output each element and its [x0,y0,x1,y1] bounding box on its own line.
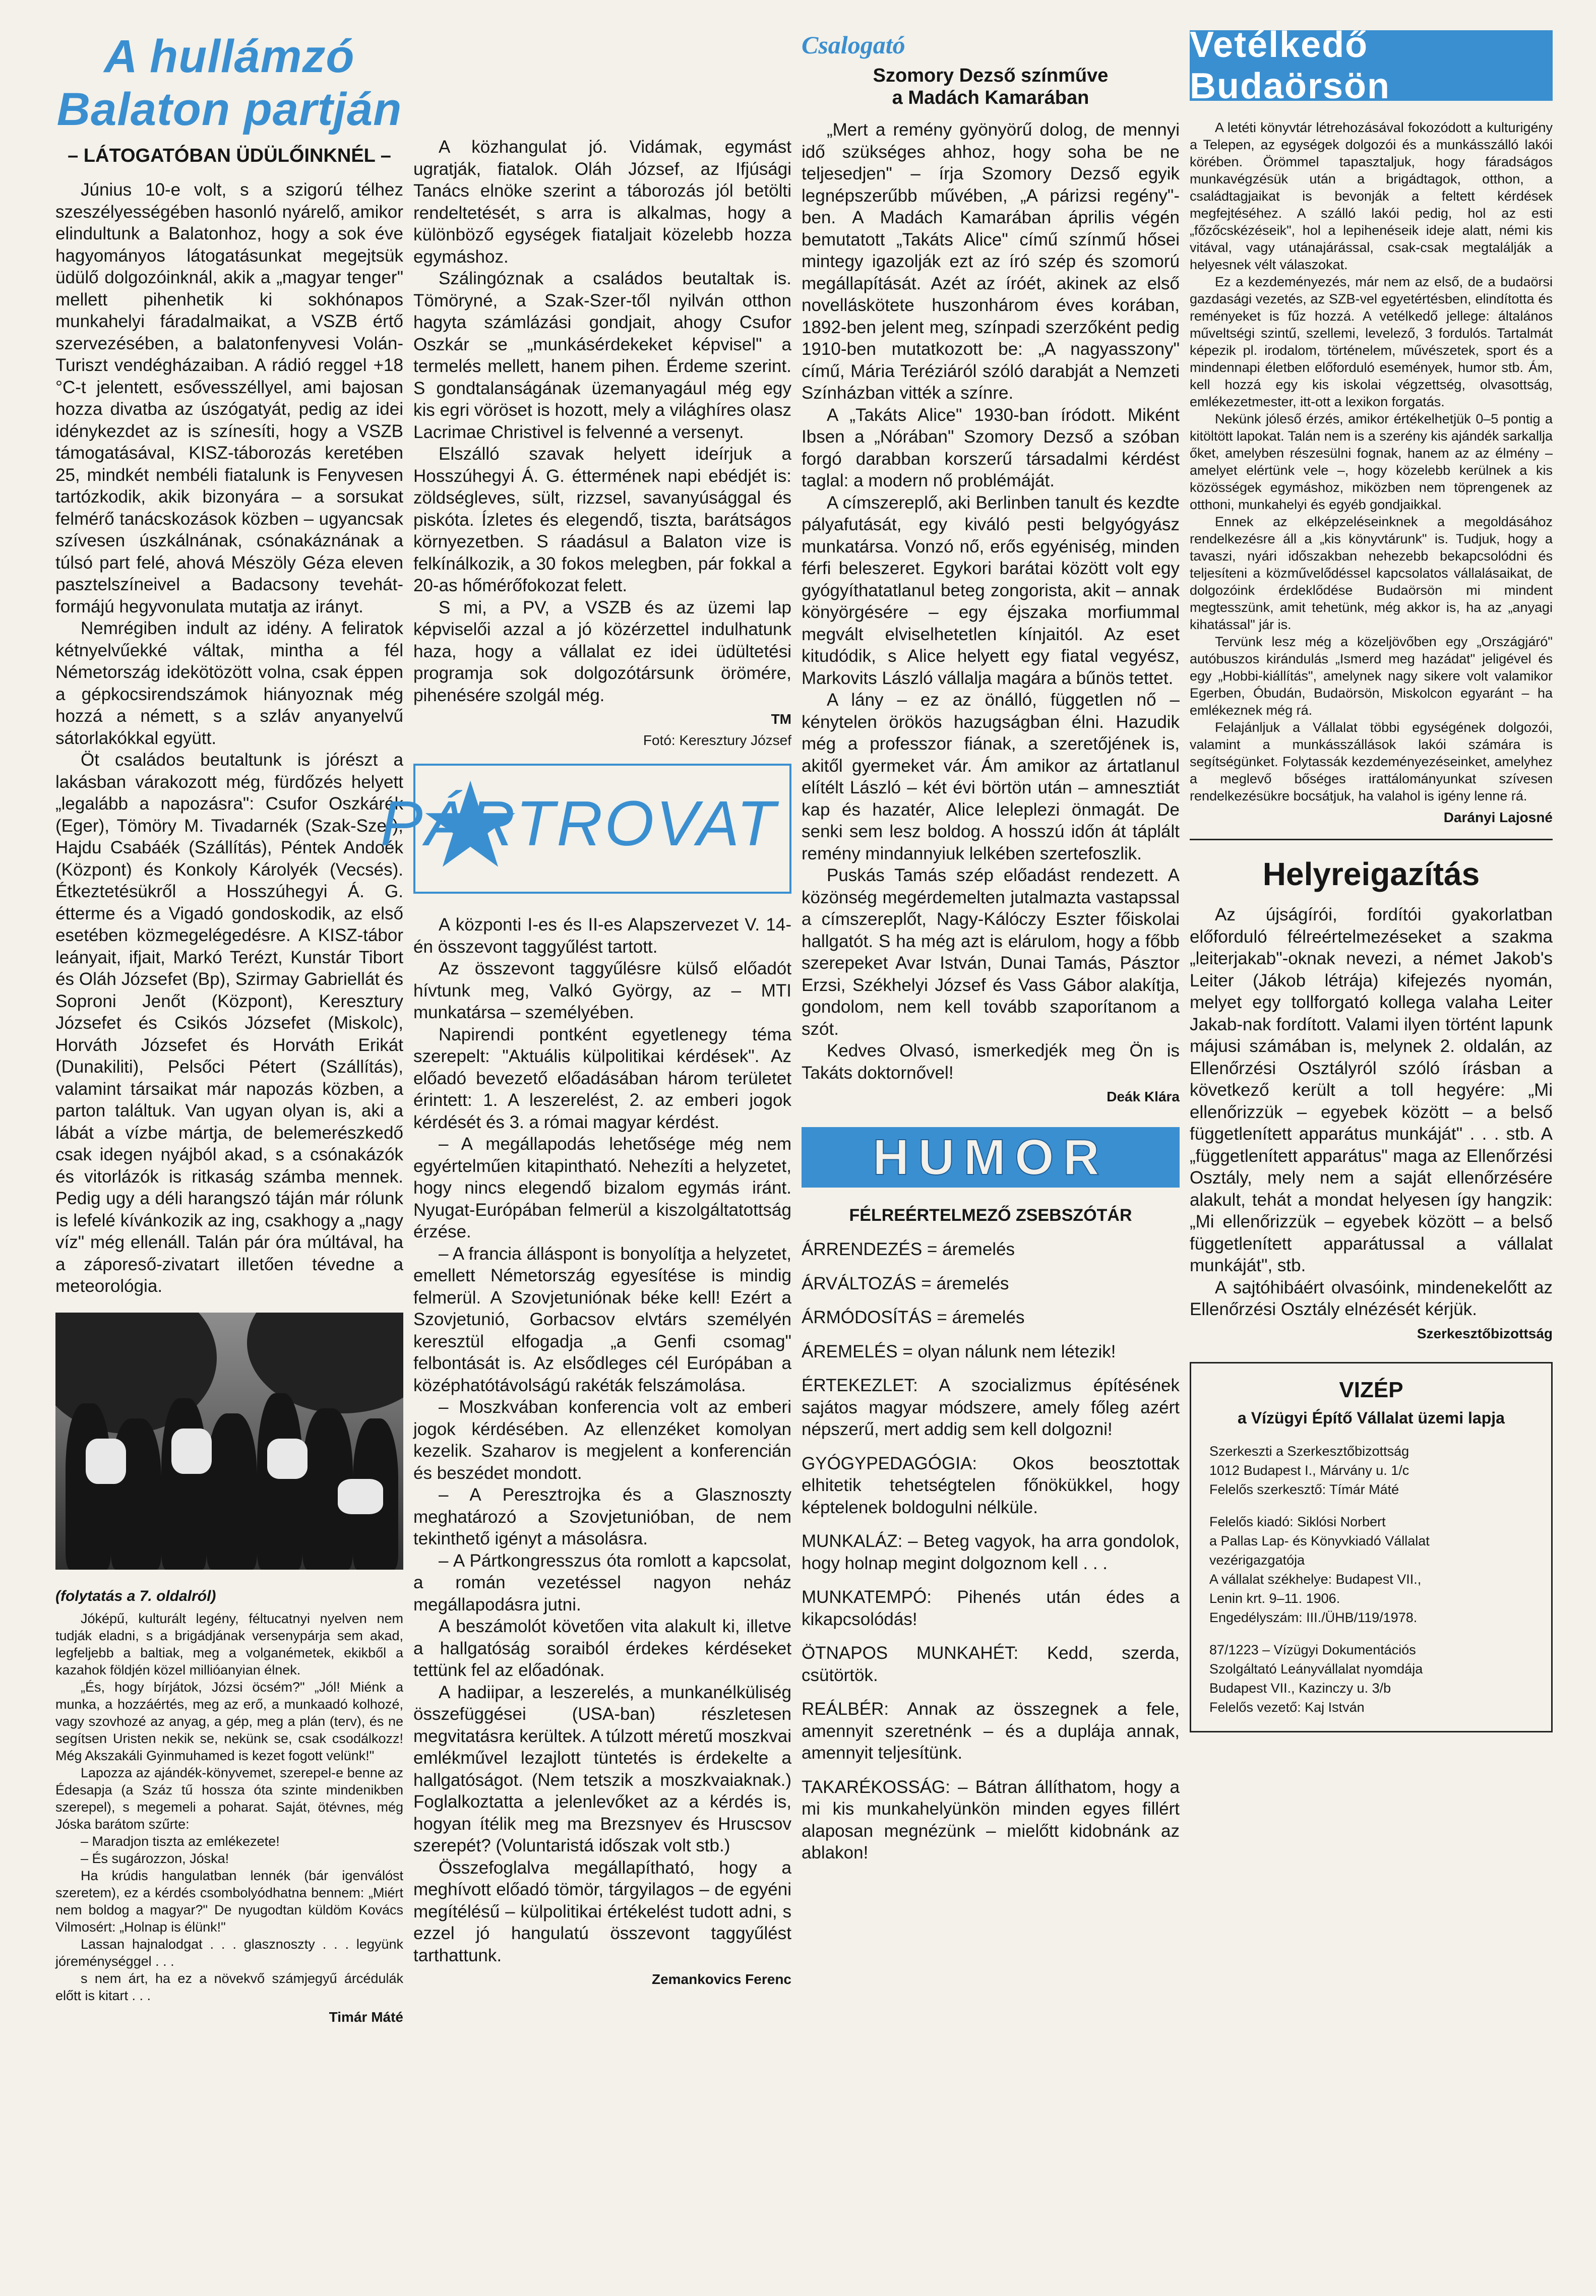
column-1 [55,30,403,2035]
paragraph: – És sugározzon, Jóska! [81,1850,229,1866]
imprint-line: Szerkeszti a Szerkesztőbizottság [1209,1443,1409,1459]
imprint-line: a Pallas Lap- és Könyvkiadó Vállalat [1209,1533,1430,1548]
dictionary-entry: TAKARÉKOSSÁG: – Bátran állíthatom, hogy a mi kis munkahelyünkön minden egyes fillért alaposan megnézünk – mielőtt kidobnánk az ablakon! [802,1777,1180,1863]
title-line: Szomory Dezső színműve [873,65,1109,86]
initials: TM [771,711,791,727]
photo-person [66,1403,111,1570]
imprint-line: Budapest VII., Kazinczy u. 3/b [1209,1680,1391,1696]
imprint-line: Felelős szerkesztő: Tímár Máté [1209,1481,1399,1497]
photo-shirt [171,1429,212,1474]
humor-title: HUMOR [873,1129,1109,1186]
imprint-line: A vállalat székhelye: Budapest VII., [1209,1571,1422,1587]
partrovat-header [380,764,791,894]
imprint-line: vezérigazgatója [1209,1552,1305,1568]
humor-header [802,1127,1180,1188]
paragraph: – Maradjon tiszta az emlékezete! [81,1833,280,1849]
spacer [1209,1627,1533,1640]
paragraph: s nem árt, ha ez a növekvő számjegyű árcédulák előtt is kitart . . . [55,1970,403,2003]
paragraph: Ha krúdis hangulatban lennék (bár igenválóst szeretem), ez a kérdés csombolyódhatna bennem: „Miért nem boldog a magyar?" De nyugodtan küldöm Kovács Vilmosért: „Holnap is élünk!" [55,1868,403,1935]
paragraph: A központi I-es és II-es Alapszervezet V. 14-én összevont taggyűlést tartott. [413,915,791,957]
imprint-line: Lenin krt. 9–11. 1906. [1209,1590,1340,1606]
paragraph: Elszálló szavak helyett ideírjuk a Hosszúhegyi Á. G. éttermének napi ebédjét is: zöldségleves, sült, rizzsel, savanyúsággal és piskóta. Ízletes és elegendő, tiszta, barátságos környezetben. S ráadásul a Balaton vize is felkínálkozik, a 30 fokos melegben, pár fokkal a 20-as hőmérőfokozat felett. [413,444,791,595]
list-item: – Moszkvában konferencia volt az emberi jogok kérdésében. Az ellenzéket komolyan kezelik. Szaharov is megjelent a konferencián és beszédet mondott. [413,1397,791,1483]
paragraph: Kedves Olvasó, ismerkedjék meg Ön is Takáts doktornővel! [802,1041,1180,1083]
photo-shirt [338,1479,383,1514]
paragraph: S mi, a PV, a VSZB és az üzemi lap képviselői azzal a jó közérzettel indulhatunk haza, hogy a vállalat ez idei üdültetési programja sok dolgozótársunk örömére, pihenésére szolgál még. [413,597,791,705]
paragraph: Szálingóznak a családos beutaltak is. Tömöryné, a Szak-Szer-től nyilván otthon hagyta számlázási gondjait, ahogy Csufor Oszkár se „munkásérdekeket képvisel" a termelés mellett, hanem pihen. Érdeme szerint. S gondtalanságának üzemanyagául még egy kis egri vöröset is hozott, mely a világhíres olasz Lacrimae Christivel is felvenné a versenyt. [413,269,791,442]
humor-subtitle: FÉLREÉRTELMEZŐ ZSEBSZÓTÁR [849,1206,1132,1225]
paragraph: Tervünk lesz még a közeljövőben egy „Országjáró" autóbuszos kirándulás „Ismerd meg hazádat" jeligével és egy „Hobbi-kiállítás", amelynek nagy sikere volt valamikor Egerben, Óbudán, Budaörsön, Miskolcon egyaránt – ha emlékeznek még rá. [1190,634,1553,718]
paragraph: A címszereplő, aki Berlinben tanult és kezdte pályafutását, egy kiváló pesti belgyógyász munkatársa. Vonzó nő, erős egyéniség, minden férfi beleszeret. Egykori barátai között volt egy gyógyíthatatlanul beteg zongorista, akit – annak könyörgésére – egy éjszaka morfiummal megvált elviselhetetlen kínjaitól. Az eset kitudódik, s Alice helyett egy fiatal vegyész, Markovits László vállalja magára a bűnös tettet. [802,492,1180,688]
dictionary-entry: ÉRTEKEZLET: A szocializmus építésének sajátos magyar módszere, amely főleg azért népszerű, mert addig sem kell dolgozni! [802,1376,1180,1439]
list-item: – A megállapodás lehetősége még nem egyértelműen kitapintható. Nehezíti a helyzetet, hogy nincs elegendő bizalom egymás iránt. Nyugat-Európában felmerül a kiszolgáltatottság érzése. [413,1134,791,1242]
byline: Timár Máté [329,2009,403,2025]
dictionary-entry: ÖTNAPOS MUNKAHÉT: Kedd, szerda, csütörtök. [802,1643,1180,1685]
dictionary-entry: ÁRRENDEZÉS = áremelés [802,1239,1015,1259]
paragraph: Felajánljuk a Vállalat többi egységének dolgozói, valamint a munkásszállások lakói számára is segítségünket. Folytassák kezdeményezéseinket, amelyhez a meglevő bőséges irattálományunkat szívesen rendelkezésükre bocsátjuk, ha valahol is igény lenne rá. [1190,720,1553,803]
paragraph: Öt családos beutaltunk is jórészt a lakásban várakozott még, fürdőzés helyett „legalább a napozásra": Csufor Oszkárék (Eger), Tömöry M. Tivadarnék (Szak-Szer), Hajdu Csabáék (Szállítás), Péntek Andoék (Központ) és Konkoly Károlyék (Vecsés). Étkeztetésükről a Hosszúhegyi Á. G. étterme és a Vigadó gondoskodik, az első esetében közmegelégedésre. A KISZ-tábor leányait, ifjait, Markó Terézt, Kunstár Tibort és Oláh Józsefet (Bp), Szirmay Gabriellát és Soproni Jenőt (Központ), Keresztury Józsefet és Csikós Józsefet (Miskolc), Horváth Józsefet és Horváth Erikát (Dunakiliti), Pelsőci Pétert (Szállítás), valamint társaikat már napozás közben, a parton találtuk. Van ugyan olyan is, aki a lábát a vízbe mártja, de belemerészkedő csak idegen nyájból akad, s a csónakázók és vitorlázók is ritkaság számba mennek. Pedig ugy a déli harangszó táján már rólunk is lefelé kívánkozik az ing, csakhogy a „nagy víz" még ellenáll. Talán pár óra múltával, ha a záporeső-zivatart illetően tévedne a meteorológia. [55,750,403,1296]
paragraph: Lassan hajnalodgat . . . glasznoszty . . . legyünk jóreménységgel . . . [55,1936,403,1969]
dictionary-entry: REÁLBÉR: Annak az összegnek a fele, amennyit szeretnénk – és a duplája annak, amennyit teljesítünk. [802,1699,1180,1763]
paragraph: Nekünk jóleső érzés, amikor értékelhetjük 0–5 pontig a kitöltött lapokat. Talán nem is a szerény kis ajándék sarkallja őket, amelyben részesülni fognak, hanem az az élmény – amelyet elértünk vele –, hogy közelebb kerülnek a kis közösségek egymáshoz, miközben nem töprengenek az otthoni, munkahelyi és egyéb gondjaikkal. [1190,411,1553,512]
paragraph: „És, hogy bírjátok, Józsi öcsém?" „Jól! Miénk a munka, a hozzáértés, meg az erő, a munkaadó kolhozé, vagy szovhozé az anyag, a gép, meg a plán (terv), és ne segítsen Uristen nekik se, nekünk se, csak csodálkozz! Még Akszakáli Gyinmuhamed is kezet fogott velünk!" [55,1679,403,1763]
paragraph: A sajtóhibáért olvasóink, mindenekelőtt az Ellenőrzési Osztály elnézését kérjük. [1190,1277,1553,1319]
article-title [802,65,1180,109]
dictionary-entry: ÁRVÁLTOZÁS = áremelés [802,1273,1009,1293]
photo-shirt [86,1439,126,1484]
dictionary-entry: MUNKALÁZ: – Beteg vagyok, ha arra gondolok, hogy holnap megint dolgoznom kell . . . [802,1531,1180,1573]
paragraph: Puskás Tamás szép előadást rendezett. A közönség megérdemelten jutalmazta vastapssal a címszereplőt, Nagy-Kálóczy Eszter főiskolai hallgatót. S ha még azt is elárulom, hogy a főbb szerepeket Avar István, Dunai Tamás, Pásztor Erzsi, Székhelyi József és Vass Gábor alakítja, gondolom, nem kell tovább szaporítanom a szót. [802,865,1180,1039]
dictionary-entry: ÁRMÓDOSÍTÁS = áremelés [802,1308,1025,1327]
continuation-label: (folytatás a 7. oldalról) [55,1587,216,1604]
paragraph: Ennek az elképzeléseinknek a megoldásához rendelkezésre áll a „kis könyvtárunk" is. Tudjuk, hogy a tavaszi, nyári időszakban nehezebb bekapcsolódni és teljesíteni a közművelődéssel kapcsolatos vállalásaikat, de dolgozóink érdeklődése Budaörsön mi mindent megtesszünk, amit tehetünk, még akkor is, ha az „anyagi kihatással" jár is. [1190,514,1553,632]
paragraph: Nemrégiben indult az idény. A feliratok kétnyelvűekké váltak, mintha a fél Németország idekötözött volna, csak éppen a gépkocsirendszámok hiányoznak még hozzá a némett, s a szláv anyanyelvű sátorlakókkal együtt. [55,618,403,748]
section-label: Csalogató [802,31,905,59]
paragraph: A lány – ez az önálló, független nő – kénytelen örökös hazugságban élni. Hazudik még a professzor fiának, a szeretőjének is, akitől gyermeket vár. Ám amikor az ártatlanul elítélt László – két évi börtön után – amnesztiát kap és hazatér, Alice leleplezi önmagát. De senki sem lesz boldog. A hosszú időn át táplált remény mindannyiuk lelkében szertefoszlik. [802,690,1180,863]
paragraph: A letéti könyvtár létrehozásával fokozódott a kulturigény a Telepen, az egységek dolgozói és a munkásszálló lakói körében. Örömmel tapasztaljuk, hogy fáradságos munkavégzésük után a brigádtagok, otthon, a családtagjaikat is bevonják a feltett kérdések megfejtéséhez. A szálló lakói pedig, hol az esti „főzőcskézéseik", hol a lepihenéseik ideje alatt, némi kis vitával, vagy utánajárással, csak-csak megtalálják a helyesnek vélt válaszokat. [1190,120,1553,272]
byline: Szerkesztőbizottság [1417,1325,1553,1341]
byline: Darányi Lajosné [1443,810,1553,825]
byline: Deák Klára [1107,1089,1180,1104]
imprint-line: 1012 Budapest I., Márvány u. 1/c [1209,1462,1409,1478]
continuation-section [55,1588,403,2025]
paragraph: A közhangulat jó. Vidámak, egymást ugratják, fiatalok. Oláh József, az Ifjúsági Tanács elnöke szerint a táborozás jól betölti rendeltetését, s arra is alkalmas, hogy a különböző egységek fiataljait közelebb hozza egymáshoz. [413,137,791,267]
imprint-box [1190,1362,1553,1732]
imprint-line: Felelős vezető: Kaj István [1209,1699,1365,1715]
column-4 [1190,25,1553,1732]
paragraph: A „Takáts Alice" 1930-ban íródott. Miként Ibsen a „Nórában" Szomory Dezső a szóban forgó darabban korszerű társadalmi kérdést taglal: a modern nő problémáját. [802,405,1180,490]
dictionary-entry: GYÓGYPEDAGÓGIA: Okos beosztottak elhitetik tehetségtelen főnökükkel, hogy képtelenek boldogulni nélküle. [802,1453,1180,1517]
paragraph: Az összevont taggyűlésre külső előadót hívtunk meg, Valkó György, az – MTI munkatársa – személyében. [413,959,791,1022]
imprint-line: Felelős kiadó: Siklósi Norbert [1209,1514,1386,1529]
imprint-title: VIZÉP [1339,1377,1403,1402]
dictionary-entry: ÁREMELÉS = olyan nálunk nem létezik! [802,1341,1116,1361]
photo-person [257,1393,302,1570]
group-photo [55,1313,403,1570]
list-item: – A Pártkongresszus óta romlott a kapcsolat, a román vezetéssel nagyon neház megállapodásra jutni. [413,1550,791,1615]
paragraph: A hadiipar, a leszerelés, a munkanélküliség összefüggései (USA-ban) részletesen megvitatásra kerültek. A túlzott méretű moszkvai emlékművel lezajlott tüntetés is érdekelte a hallgatóságot. (Nem tetszik a moszkvaiaknak.) Foglalkoztatta a jelenlevőket az a kérdés is, hogyan ítélik meg ma Brezsnyev és Hruscsov szerepét? (Voluntaristá időszak volt stb.) [413,1682,791,1855]
imprint-line: Szolgáltató Leányvállalat nyomdája [1209,1661,1423,1677]
list-item: – A Peresztrojka és a Glasznoszty meghatározó a Szovjetunióban, de nem tekinthető igényt a másolásra. [413,1485,791,1548]
column-3 [802,30,1180,1876]
partrovat-title: PÁRTROVAT [380,788,777,859]
vetelkedo-body [1190,119,1553,826]
article-title: Helyreigazítás [1262,856,1480,892]
article-subtitle: – LÁTOGATÓBAN ÜDÜLŐINKNÉL – [68,145,391,166]
photo-person [207,1413,257,1570]
paragraph: Összefoglalva megállapítható, hogy a meghívott előadó tömör, tárgyilagos – de egyéni megítélésű – külpolitikai értékelést tudott adni, s ezzel jó hangulatú összevont taggyűlést tarthattunk. [413,1857,791,1965]
paragraph: A beszámolót követően vita alakult ki, illetve a hallgatóság soraiból érdekes kérdéseket tettünk fel az előadónak. [413,1617,791,1680]
title-line: a Madách Kamarában [892,87,1089,108]
article-title: A hullámzó Balaton partján [56,31,402,135]
paragraph: Jóképű, kulturált legény, féltucatnyi nyelven nem tudják eladni, s a brigádjának versenypárja sem akad, legfeljebb a baltiak, meg a volganémetek, ekikből a kazahok földjén közel millióanyian élnek. [55,1610,403,1678]
paragraph: Az újságírói, fordítói gyakorlatban előforduló félreértelmezéseket a szakma „leiterjakab"-oknak nevezi, a német Jakob's Leiter (Jákob létrája) kifejezés nyomán, melyet egy tollforgató kollega valaha Leiter Jakab-nak fordított. Valami ilyen történt lapunk májusi számában is, melynek 2. oldalán, az Ellenőrzési Osztályról szóló írásban a következő került a toll hegyére: „Mi ellenőrizzük – egyebek között – a belső függetlenített apparátus munkáját" . . . stb. A „függetlenített apparátus" maga az Ellenőrzési Osztály, mely nem a saját ellenőrzésére alakult, tehát a mondat helyesen így hangzik: „Mi ellenőrizzük – egyebek között – a belső függetlenített apparátussal a vállalat munkáját", stb. [1190,905,1553,1275]
byline: Zemankovics Ferenc [651,1971,791,1987]
photo-credit: Fotó: Keresztury József [643,732,791,748]
paragraph: Ez a kezdeményezés, már nem az első, de a budaörsi gazdasági vezetés, az SZB-vel egyetértésben, elindította és reményeket is fűz hozzá. A vetélkedő jellege: általános műveltségi szintű, szellemi, levelező, 3 fordulós. Tartalmát képezik pl. irodalom, történelem, művészetek, sport és a mindennapi életben előforduló események, humor stb. Ám, kell hozzá egy kis iskolai végzettség, olvasottság, emlékezetmester, itt-ott a lexikon forgatás. [1190,274,1553,409]
photo-person [161,1398,207,1570]
paragraph: „Mert a remény gyönyörű dolog, de mennyi idő szükséges ahhoz, hogy soha be ne teljesedjen" – írja Szomory Dezső egyik legnépszerűbb művében, „A párizsi regény"-ben. A Madách Kamarában április végén bemutatott „Takáts Alice" című színmű hősei mintegy igazolják ezt az író szép és szomorú megállapítását. Azét az íróét, akinek az első novelláskötete huszonhárom éves korában, 1892-ben jelent meg, színpadi szerzőként pedig 1910-ben mutatkozott be: „A nagyasszony" című, Mária Teréziáról szóló darabját a Nemzeti Színházban vitték a színre. [802,120,1180,403]
vetelkedo-title: Vetélkedő Budaörsön [1190,25,1391,106]
imprint-line: 87/1223 – Vízügyi Dokumentációs [1209,1642,1416,1657]
dictionary-entry: MUNKATEMPÓ: Pihenés után édes a kikapcsolódás! [802,1587,1180,1629]
imprint-line: Engedélyszám: III./ÜHB/119/1978. [1209,1609,1418,1625]
paragraph: Lapozza az ajándék-könyvemet, szerepel-e benne az Édesapja (a Száz tű hossza óta szinte mindenikben szerepel), s megemeli a poharat. Saját, ötévnes, még Jóska barátom szűrte: [55,1765,403,1832]
photo-shirt [267,1439,308,1479]
spacer [1209,1499,1533,1512]
vetelkedo-header [1190,25,1553,106]
divider [1190,839,1553,840]
imprint-subtitle: a Vízügyi Építő Vállalat üzemi lapja [1238,1408,1505,1427]
paragraph: Június 10-e volt, s a szigorú télhez szeszélyességében hasonló nyárelő, amikor elindultunk a Balatonhoz, hogy a sok éve hagyományos látogatásunkat megejtsük üdülő dolgozóinknál, akik a „magyar tenger" mellett pihenhetik ki sokhónapos munkahelyi fáradalmaikat, a VSZB értő szervezésében, a balatonfenyvesi Volán-Turiszt vendégházaiban. A rádió reggel +18 °C-t jelentett, esővesszéllyel, ami bajosan hozza divatba az úszógatyát, pedig az idei idénykezdet az is színesíti, hogy a VSZB támogatásával, KISZ-táborozás keretében 25, mindkét nembéli fiatalunk is Fenyvesen tartózkodik, akik bizonyára – a sorsukat felmérő tanácskozások közben – ugyancsak szívesen úszkálnának, csónakáznának a túlsó part felé, ahová Mészöly Géza eleven pasztelszíneivel a Badacsony tevehát-formájú hegyvonulata mutatja az irányt. [55,180,403,616]
column-2 [380,136,791,1998]
list-item: – A francia álláspont is bonyolítja a helyzetet, emellett Németország egyesítése is mindig felmerül. A Szovjetuniónak béke kell! Ezért a Szovjetunió, Gorbacsov elvtárs személyén keresztül elfogadja „a Genfi csomag" felbontását is. Az elsődleges cél Európában a középhatótávolságú rakéták felszámolása. [413,1244,791,1395]
paragraph: Napirendi pontként egyetlenegy téma szerepelt: "Aktuális külpolitikai kérdések". Az előadó bevezető előadásában három területet érintett: 1. A leszerelést, 2. az emberi jogok kérdését és 3. a római magyar kérdést. [413,1024,791,1132]
